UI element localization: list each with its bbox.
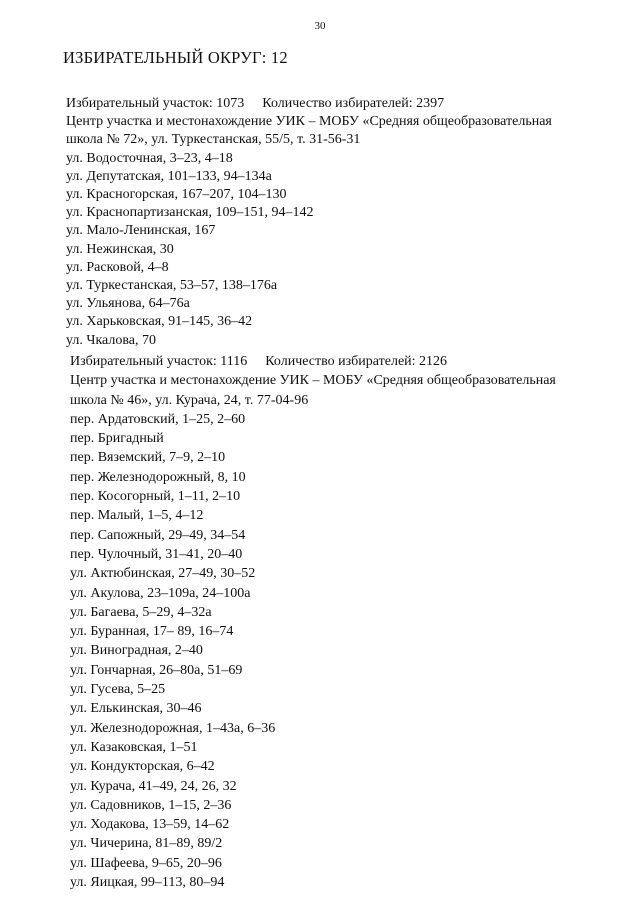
street-entry: ул. Шафеева, 9–65, 20–96 [70, 855, 222, 871]
voter-count: Количество избирателей: 2126 [265, 354, 448, 369]
street-entry: ул. Красногорская, 167–207, 104–130 [66, 187, 287, 203]
street-entry: пер. Малый, 1–5, 4–12 [70, 508, 204, 524]
center-address-line: школа № 72», ул. Туркестанская, 55/5, т. 31-56-31 [66, 132, 361, 148]
precinct-number: Избирательный участок: 1073 [66, 96, 245, 111]
street-entry: ул. Депутатская, 101–133, 94–134а [66, 168, 272, 184]
street-entry: пер. Косогорный, 1–11, 2–10 [70, 489, 241, 505]
street-entry: ул. Туркестанская, 53–57, 138–176а [66, 278, 278, 294]
street-entry: ул. Буранная, 17– 89, 16–74 [70, 624, 234, 640]
precinct-center-address [66, 113, 552, 149]
street-entry: ул. Садовников, 1–15, 2–36 [70, 797, 232, 813]
street-entry: пер. Ардатовский, 1–25, 2–60 [70, 411, 246, 427]
voter-count: Количество избирателей: 2397 [262, 96, 445, 111]
center-address-line: Центр участка и местонахождение УИК – МОБУ «Средняя общеобразовательная [66, 114, 552, 130]
street-entry: ул. Мало-Ленинская, 167 [66, 223, 216, 239]
street-entry: ул. Яицкая, 99–113, 80–94 [70, 875, 225, 891]
street-entry: ул. Елькинская, 30–46 [70, 701, 202, 717]
street-entry: ул. Харьковская, 91–145, 36–42 [66, 314, 253, 330]
street-entry: ул. Гончарная, 26–80а, 51–69 [70, 662, 243, 678]
street-entry: ул. Курача, 41–49, 24, 26, 32 [70, 778, 237, 794]
street-entry: пер. Железнодорожный, 8, 10 [70, 469, 246, 485]
street-entry: ул. Виноградная, 2–40 [70, 643, 203, 659]
street-entry: ул. Актюбинская, 27–49, 30–52 [70, 566, 256, 582]
street-entry: ул. Чкалова, 70 [66, 332, 157, 348]
street-entry: пер. Вяземский, 7–9, 2–10 [70, 450, 226, 466]
street-entry: ул. Чичерина, 81–89, 89/2 [70, 836, 223, 852]
page-number: 30 [314, 20, 326, 32]
street-entry: ул. Казаковская, 1–51 [70, 739, 198, 755]
street-entry: ул. Ходакова, 13–59, 14–62 [70, 817, 230, 833]
street-entry: ул. Акулова, 23–109а, 24–100а [70, 585, 251, 601]
street-entry: ул. Кондукторская, 6–42 [70, 759, 215, 775]
center-address-line: школа № 46», ул. Курача, 24, т. 77-04-96 [70, 392, 309, 408]
street-list [70, 410, 556, 892]
street-entry: ул. Водосточная, 3–23, 4–18 [66, 150, 233, 166]
street-entry: ул. Железнодорожная, 1–43а, 6–36 [70, 720, 276, 736]
street-list [66, 150, 552, 350]
precinct-center-address [70, 371, 556, 410]
street-entry: пер. Бригадный [70, 431, 164, 447]
street-entry: ул. Расковой, 4–8 [66, 259, 169, 275]
street-entry: ул. Гусева, 5–25 [70, 682, 166, 698]
precinct-header [66, 95, 552, 113]
precinct-header [70, 352, 556, 371]
street-entry: пер. Сапожный, 29–49, 34–54 [70, 527, 246, 543]
street-entry: пер. Чулочный, 31–41, 20–40 [70, 546, 243, 562]
street-entry: ул. Багаева, 5–29, 4–32а [70, 604, 212, 620]
center-address-line: Центр участка и местонахождение УИК – МОБУ «Средняя общеобразовательная [70, 373, 556, 389]
street-entry: ул. Ульянова, 64–76а [66, 296, 190, 312]
precinct-block [70, 352, 556, 892]
street-entry: ул. Нежинская, 30 [66, 241, 174, 257]
district-title: ИЗБИРАТЕЛЬНЫЙ ОКРУГ: 12 [63, 48, 288, 67]
precinct-block [66, 95, 552, 350]
precinct-number: Избирательный участок: 1116 [70, 354, 248, 369]
street-entry: ул. Краснопартизанская, 109–151, 94–142 [66, 205, 314, 221]
